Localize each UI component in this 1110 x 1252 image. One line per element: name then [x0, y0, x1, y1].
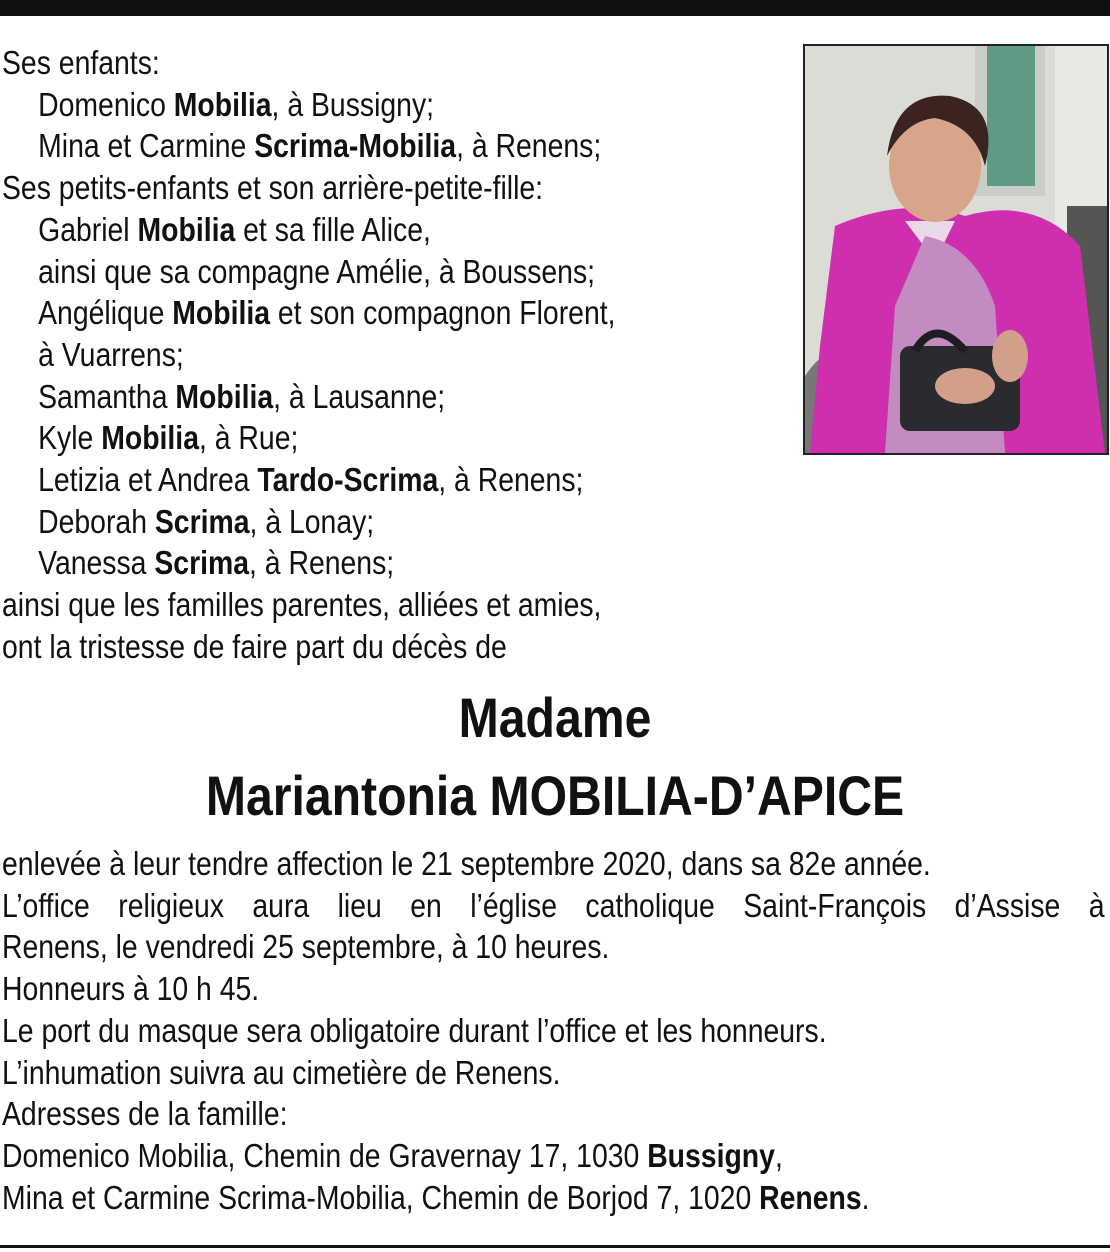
family-member: Letizia et Andrea Tardo-Scrima, à Renens; — [38, 461, 584, 499]
family-member: Angélique Mobilia et son compagnon Florent, — [38, 294, 616, 332]
burial-line: L’inhumation suivra au cimetière de Renens. — [2, 1053, 561, 1091]
passing-line: enlevée à leur tendre affection le 21 septembre 2020, dans sa 82e année. — [2, 845, 931, 882]
portrait-illustration — [805, 46, 1107, 453]
honours-line: Honneurs à 10 h 45. — [2, 970, 260, 1008]
family-member: Deborah Scrima, à Lonay; — [38, 502, 375, 540]
children-heading: Ses enfants: — [2, 44, 160, 81]
family-member: Mina et Carmine Scrima-Mobilia, à Renens; — [38, 127, 602, 165]
family-member-continuation: ainsi que sa compagne Amélie, à Boussens; — [38, 252, 596, 290]
relatives-line: ainsi que les familles parentes, alliées et amies, — [2, 586, 602, 624]
family-member: Domenico Mobilia, à Bussigny; — [38, 85, 435, 123]
family-list — [2, 42, 673, 668]
mask-line: Le port du masque sera obligatoire durant l’office et les honneurs. — [2, 1011, 827, 1049]
addresses-heading: Adresses de la famille: — [2, 1095, 288, 1133]
service-details — [2, 843, 1105, 1218]
family-member: Vanessa Scrima, à Renens; — [38, 544, 395, 582]
deceased-name: Mariantonia MOBILIA-D’APICE — [205, 764, 905, 827]
family-member: Gabriel Mobilia et sa fille Alice, — [38, 210, 431, 248]
service-line: Renens, le vendredi 25 septembre, à 10 heures. — [2, 928, 610, 966]
grandchildren-heading: Ses petits-enfants et son arrière-petite-fille: — [2, 169, 544, 207]
family-member: Samantha Mobilia, à Lausanne; — [38, 377, 446, 415]
family-address: Mina et Carmine Scrima-Mobilia, Chemin de Borjod 7, 1020 Renens. — [2, 1178, 870, 1216]
bottom-rule — [0, 1245, 1110, 1248]
deceased-title: Madame — [458, 686, 652, 749]
top-rule — [0, 0, 1110, 16]
portrait-photo — [803, 44, 1109, 455]
service-line: L’office religieux aura lieu en l’église catholique Saint-François d’Assise à — [2, 886, 1105, 924]
family-member: Kyle Mobilia, à Rue; — [38, 419, 299, 457]
family-address: Domenico Mobilia, Chemin de Gravernay 17, 1030 Bussigny, — [2, 1136, 783, 1174]
announcement-line: ont la tristesse de faire part du décès de — [2, 627, 507, 665]
family-member-continuation: à Vuarrens; — [38, 335, 184, 373]
